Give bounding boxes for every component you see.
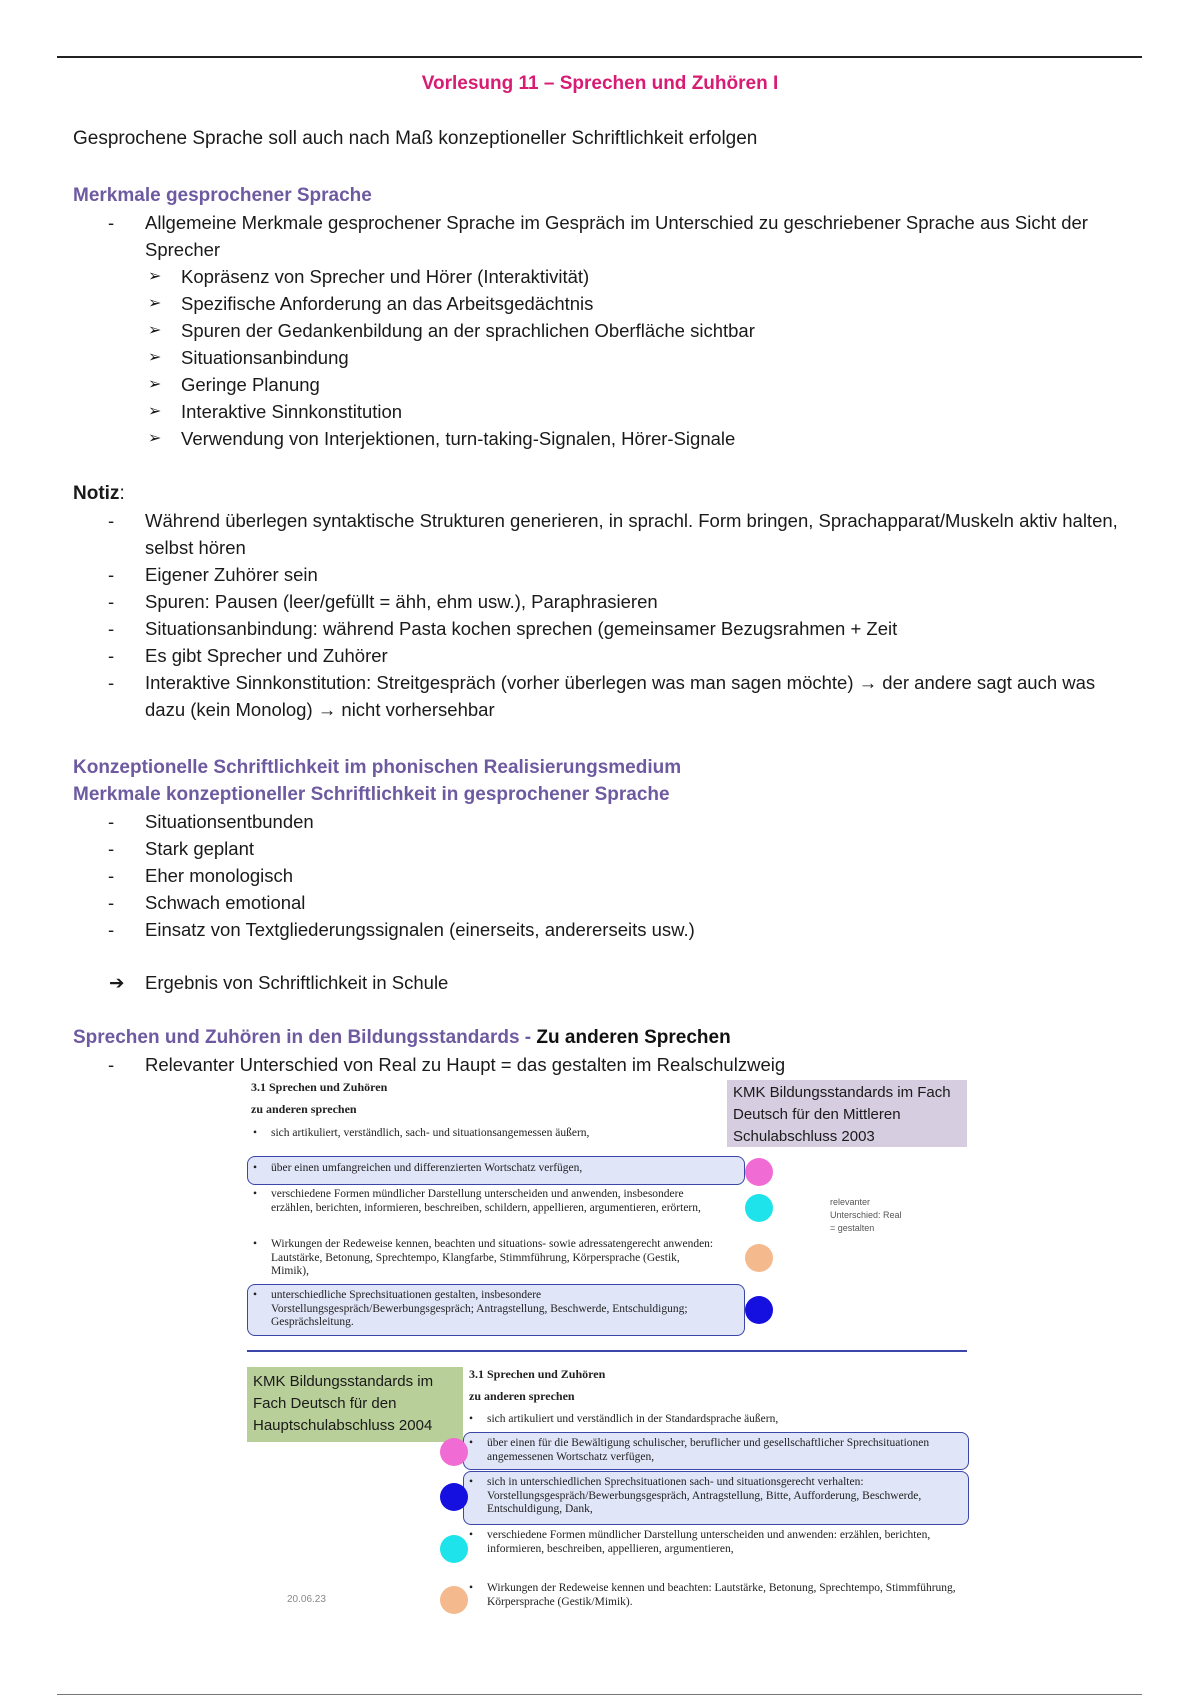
arrow-bullet-icon: ➢: [148, 403, 162, 420]
marker-cyan-dot: [745, 1194, 773, 1222]
list-item: ➢ Situationsanbindung: [73, 344, 1133, 371]
intro-text: Gesprochene Sprache soll auch nach Maß konzeptioneller Schriftlichkeit erfolgen: [73, 128, 758, 149]
excerpt-haupt-item: • sich in unterschiedlichen Sprechsituationen sach- und situationsgerecht verhalten: Vorstellungsgespräch/Bewerbungsgespräch, Antragstellung, Bitte, Aufforderung, Beschwerde, Entschuldigung, Dank,: [469, 1476, 922, 1515]
list-item: - Interaktive Sinnkonstitution: Streitgespräch (vorher überlegen was man sagen möchte) → der andere sagt auch was dazu (kein Monolog) → nicht vorhersehbar: [108, 672, 1096, 720]
arrow-bullet-icon: ➢: [148, 430, 162, 447]
handwritten-side-note: relevanter Unterschied: Real = gestalten: [830, 1197, 902, 1233]
marker-pink-dot: [745, 1158, 773, 1186]
notiz-section: [73, 480, 1133, 723]
list-item: - Situationsanbindung: während Pasta kochen sprechen (gemeinsamer Bezugsrahmen + Zeit: [108, 618, 898, 639]
list-item: - Schwach emotional: [108, 892, 306, 913]
excerpt-real-subsection: zu anderen sprechen: [251, 1102, 357, 1116]
marker-blue-dot: [440, 1483, 468, 1511]
list-item: - Einsatz von Textgliederungssignalen (einerseits, andererseits usw.): [108, 919, 695, 940]
merkmale-heading: Merkmale gesprochener Sprache: [73, 185, 372, 206]
list-item: - Allgemeine Merkmale gesprochener Sprache im Gespräch im Unterschied zu geschriebener Sprache aus Sicht der Sprecher: [108, 212, 1088, 260]
excerpt-separator: [247, 1350, 967, 1352]
list-item: - Spuren: Pausen (leer/gefüllt = ähh, ehm usw.), Paraphrasieren: [108, 591, 658, 612]
bottom-rule: [57, 1694, 1142, 1695]
excerpt-real-item: • über einen umfangreichen und differenzierten Wortschatz verfügen,: [253, 1162, 583, 1174]
arrow-right-icon: ➔: [109, 972, 125, 993]
konzeptionell-section: [73, 754, 1133, 996]
merkmale-main-item: Allgemeine Merkmale gesprochener Sprache im Gespräch im Unterschied zu geschriebener Sprache aus Sicht der Sprecher: [145, 212, 1088, 260]
excerpt-real-section-title: 3.1 Sprechen und Zuhören: [251, 1080, 388, 1094]
list-item: - Es gibt Sprecher und Zuhörer: [108, 645, 388, 666]
list-item: - Eigener Zuhörer sein: [108, 564, 318, 585]
notiz-heading: Notiz:: [73, 483, 125, 504]
arrow-bullet-icon: ➢: [148, 376, 162, 393]
excerpt-haupt-item: • über einen für die Bewältigung schulischer, beruflicher und gesellschaftlicher Sprechsituationen angemessenen Wortschatz verfügen,: [469, 1437, 930, 1463]
konzeptionell-heading-2: Merkmale konzeptioneller Schriftlichkeit in gesprochener Sprache: [73, 784, 670, 805]
list-item: - Situationsentbunden: [108, 811, 314, 832]
arrow-bullet-icon: ➢: [148, 268, 162, 285]
marker-pink-dot: [440, 1438, 468, 1466]
excerpt-real-item: • verschiedene Formen mündlicher Darstellung unterscheiden und anwenden, insbesondere erzählen, berichten, informieren, beschreiben, schildern, appellieren, argumentieren, erörtern,: [253, 1188, 701, 1214]
list-item: ➢ Spuren der Gedankenbildung an der sprachlichen Oberfläche sichtbar: [73, 317, 1133, 344]
list-item: ➢ Interaktive Sinnkonstitution: [73, 398, 1133, 425]
list-item: ➢ Geringe Planung: [73, 371, 1133, 398]
kmk-real-label: KMK Bildungsstandards im Fach Deutsch für den Mittleren Schulabschluss 2003: [727, 1080, 967, 1147]
excerpt-real-item: • unterschiedliche Sprechsituationen gestalten, insbesondere Vorstellungsgespräch/Bewerbungsgespräch; Antragstellung, Beschwerde, Entschuldigung; Gesprächsleitung.: [253, 1289, 688, 1328]
merkmale-list: [73, 209, 1133, 263]
excerpt-haupt-item: • sich artikuliert und verständlich in der Standardsprache äußern,: [469, 1413, 779, 1425]
excerpt-haupt-item: • Wirkungen der Redeweise kennen und beachten: Lautstärke, Betonung, Sprechtempo, Stimmführung, Körpersprache (Gestik/Mimik).: [469, 1582, 956, 1608]
merkmale-sublist: [73, 263, 1133, 452]
excerpt-haupt-section-title: 3.1 Sprechen und Zuhören: [469, 1367, 606, 1381]
excerpt-real-item: • Wirkungen der Redeweise kennen, beachten und situations- sowie adressatengerecht anwenden: Lautstärke, Betonung, Sprechtempo, Klangfarbe, Stimmführung, Körpersprache (Gestik, Mimik),: [253, 1238, 714, 1277]
arrow-bullet-icon: ➢: [148, 349, 162, 366]
slide-date: 20.06.23: [287, 1594, 326, 1605]
bildungsstandards-excerpt: [247, 1080, 967, 1622]
notiz-list: [73, 507, 1133, 723]
list-item: - Relevanter Unterschied von Real zu Haupt = das gestalten im Realschulzweig: [108, 1054, 786, 1075]
bildungsstandards-list: [73, 1051, 1133, 1078]
marker-peach-dot: [440, 1586, 468, 1614]
excerpt-haupt-item: • verschiedene Formen mündlicher Darstellung unterscheiden und anwenden: erzählen, berichten, informieren, beschreiben, appellieren, argumentieren,: [469, 1529, 931, 1555]
merkmale-section: [73, 182, 1133, 452]
excerpt-real-item: • sich artikuliert, verständlich, sach- und situationsangemessen äußern,: [253, 1127, 590, 1139]
arrow-bullet-icon: ➢: [148, 295, 162, 312]
list-item: - Eher monologisch: [108, 865, 294, 886]
result-line: ➔ Ergebnis von Schriftlichkeit in Schule: [73, 969, 1133, 996]
list-item: ➢ Verwendung von Interjektionen, turn-taking-Signalen, Hörer-Signale: [73, 425, 1133, 452]
excerpt-haupt-subsection: zu anderen sprechen: [469, 1389, 575, 1403]
list-item: - Stark geplant: [108, 838, 255, 859]
marker-cyan-dot: [440, 1535, 468, 1563]
bildungsstandards-section: [73, 1024, 1133, 1078]
kmk-haupt-label: KMK Bildungsstandards im Fach Deutsch für den Hauptschulabschluss 2004: [247, 1367, 463, 1442]
marker-blue-dot: [745, 1296, 773, 1324]
arrow-bullet-icon: ➢: [148, 322, 162, 339]
marker-peach-dot: [745, 1244, 773, 1272]
konzeptionell-list: [73, 808, 1133, 943]
top-rule: [57, 56, 1142, 58]
bildungsstandards-heading: Sprechen und Zuhören in den Bildungsstandards - Zu anderen Sprechen: [73, 1027, 731, 1048]
list-item: ➢ Kopräsenz von Sprecher und Hörer (Interaktivität): [73, 263, 1133, 290]
page-title: Vorlesung 11 – Sprechen und Zuhören I: [421, 73, 779, 94]
list-item: - Während überlegen syntaktische Strukturen generieren, in sprachl. Form bringen, Sprachapparat/Muskeln aktiv halten, selbst hören: [108, 510, 1118, 558]
list-item: ➢ Spezifische Anforderung an das Arbeitsgedächtnis: [73, 290, 1133, 317]
konzeptionell-heading-1: Konzeptionelle Schriftlichkeit im phonischen Realisierungsmedium: [73, 757, 682, 778]
